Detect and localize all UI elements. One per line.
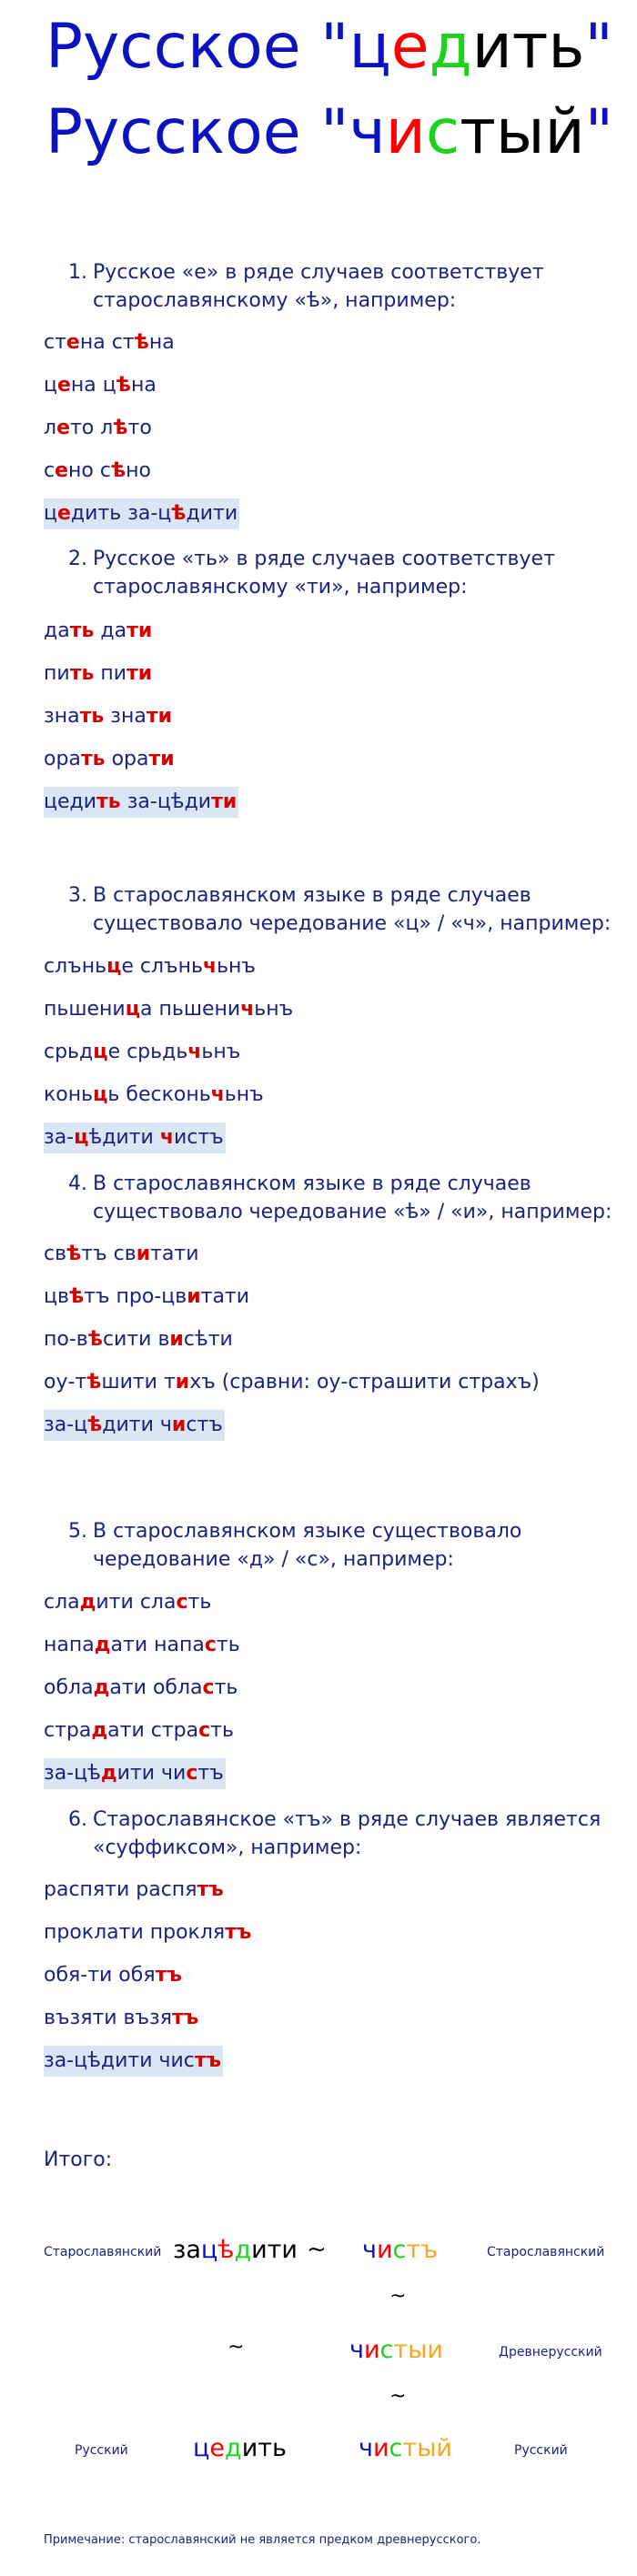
example-row-highlighted: за-цѣдити чистъ: [44, 1758, 226, 1789]
title-letter: ить: [471, 11, 585, 83]
example-row: нападати напасть: [44, 1634, 240, 1656]
title-suffix: ": [584, 11, 613, 83]
section-number: 3.: [68, 884, 87, 907]
section-6-heading: [64, 1806, 619, 1862]
section-heading-text: В старославянском языке в ряде случаев существовало чередование «ѣ» / «и», например:: [93, 1172, 612, 1223]
summary-word-dr-chist: чистыи: [349, 2336, 443, 2364]
summary-word-os-chist: чистъ: [362, 2236, 439, 2264]
example-row: страдати страсть: [44, 1719, 234, 1742]
language-label-ru-left: Русский: [75, 2443, 128, 2458]
section-heading-text: Русское «ть» в ряде случаев соответствует старославянскому «ти», например:: [93, 548, 555, 599]
title-letter: ц: [349, 11, 391, 83]
title-letter: т: [460, 96, 496, 168]
section-number: 2.: [68, 548, 87, 570]
title-prefix: Русское ": [46, 96, 349, 168]
example-row: стена стѣна: [44, 331, 175, 354]
section-2-heading: [64, 545, 619, 601]
example-row: сено сѣно: [44, 459, 152, 482]
tilde-symbol: ~: [228, 2336, 245, 2359]
summary-word-ru-chist: чистый: [359, 2434, 452, 2462]
tilde-symbol: ~: [389, 2385, 407, 2408]
summary-word-ru-cedit: цедить: [193, 2434, 287, 2462]
example-row: проклати проклятъ: [44, 1921, 252, 1944]
language-label-dr: Древнерусский: [499, 2345, 602, 2360]
title-line-2: [46, 96, 628, 169]
title-suffix: ": [584, 96, 614, 168]
section-1-heading: [64, 258, 619, 315]
example-row: дать дати: [44, 619, 153, 642]
tilde-symbol: ~: [389, 2285, 407, 2308]
example-row: пьшеница пьшеничьнъ: [44, 998, 294, 1021]
language-label-ru-right: Русский: [514, 2443, 568, 2458]
section-5-heading: [64, 1517, 619, 1574]
example-row: цвѣтъ про-цвитати: [44, 1285, 250, 1308]
section-number: 5.: [68, 1520, 87, 1543]
example-row: пить пити: [44, 662, 153, 685]
section-number: 1.: [68, 261, 87, 284]
example-row: обладати область: [44, 1676, 238, 1699]
title-line-1: [46, 11, 628, 84]
example-row-highlighted: цедить за-цѣдити: [44, 498, 239, 529]
example-row: цена цѣна: [44, 374, 157, 397]
example-row: свѣтъ свитати: [44, 1243, 199, 1265]
title-prefix: Русское ": [46, 11, 349, 83]
section-heading-text: Старославянское «тъ» в ряде случаев является «суффиксом», например:: [93, 1808, 602, 1859]
example-row: лето лѣто: [44, 417, 152, 439]
title-letter: ый: [495, 96, 585, 168]
example-row: по-вѣсити висѣти: [44, 1328, 233, 1351]
tilde-symbol: ~: [307, 2236, 327, 2263]
footnote: Примечание: старославянский не является предком древнерусского.: [44, 2533, 481, 2547]
example-row-highlighted: цедить за-цѣдити: [44, 787, 238, 818]
section-heading-text: Русское «е» в ряде случаев соответствует старославянскому «ѣ», например:: [93, 261, 544, 312]
section-number: 6.: [68, 1808, 87, 1831]
title-letter: е: [390, 11, 430, 83]
section-heading-text: В старославянском языке существовало чередование «д» / «с», например:: [93, 1520, 522, 1571]
title-letter: ч: [349, 96, 386, 168]
section-3-heading: [64, 881, 619, 938]
example-row: слъньце слъньчьнъ: [44, 955, 256, 978]
title-letter: д: [429, 11, 472, 83]
example-row: распяти распятъ: [44, 1878, 224, 1901]
example-row-highlighted: за-цѣдити чистъ: [44, 1410, 225, 1441]
example-row: оу-тѣшити тихъ (сравни: оу-страшити страхъ): [44, 1371, 540, 1394]
example-row: срьдце срьдьчьнъ: [44, 1041, 241, 1063]
language-label-os-right: Старославянский: [487, 2245, 605, 2259]
title-letter: с: [425, 96, 460, 168]
section-number: 4.: [68, 1172, 87, 1195]
example-row-highlighted: за-цѣдити чистъ: [44, 2046, 223, 2077]
example-row: знать знати: [44, 705, 172, 728]
example-row: коньць бесконьчьнъ: [44, 1083, 264, 1106]
example-row: сладити сласть: [44, 1591, 212, 1614]
title-letter: и: [385, 96, 426, 168]
language-label-os-left: Старославянский: [44, 2245, 162, 2259]
example-row: орать орати: [44, 748, 175, 770]
section-heading-text: В старославянском языке в ряде случаев существовало чередование «ц» / «ч», например:: [93, 884, 612, 935]
example-row-highlighted: за-цѣдити чистъ: [44, 1122, 226, 1153]
summary-word-os-cedit: зацѣдити: [173, 2236, 298, 2264]
example-row: обя-ти обятъ: [44, 1964, 182, 1987]
example-row: възяти възятъ: [44, 2007, 199, 2029]
summary-label: Итого:: [44, 2148, 113, 2171]
section-4-heading: [64, 1170, 619, 1226]
